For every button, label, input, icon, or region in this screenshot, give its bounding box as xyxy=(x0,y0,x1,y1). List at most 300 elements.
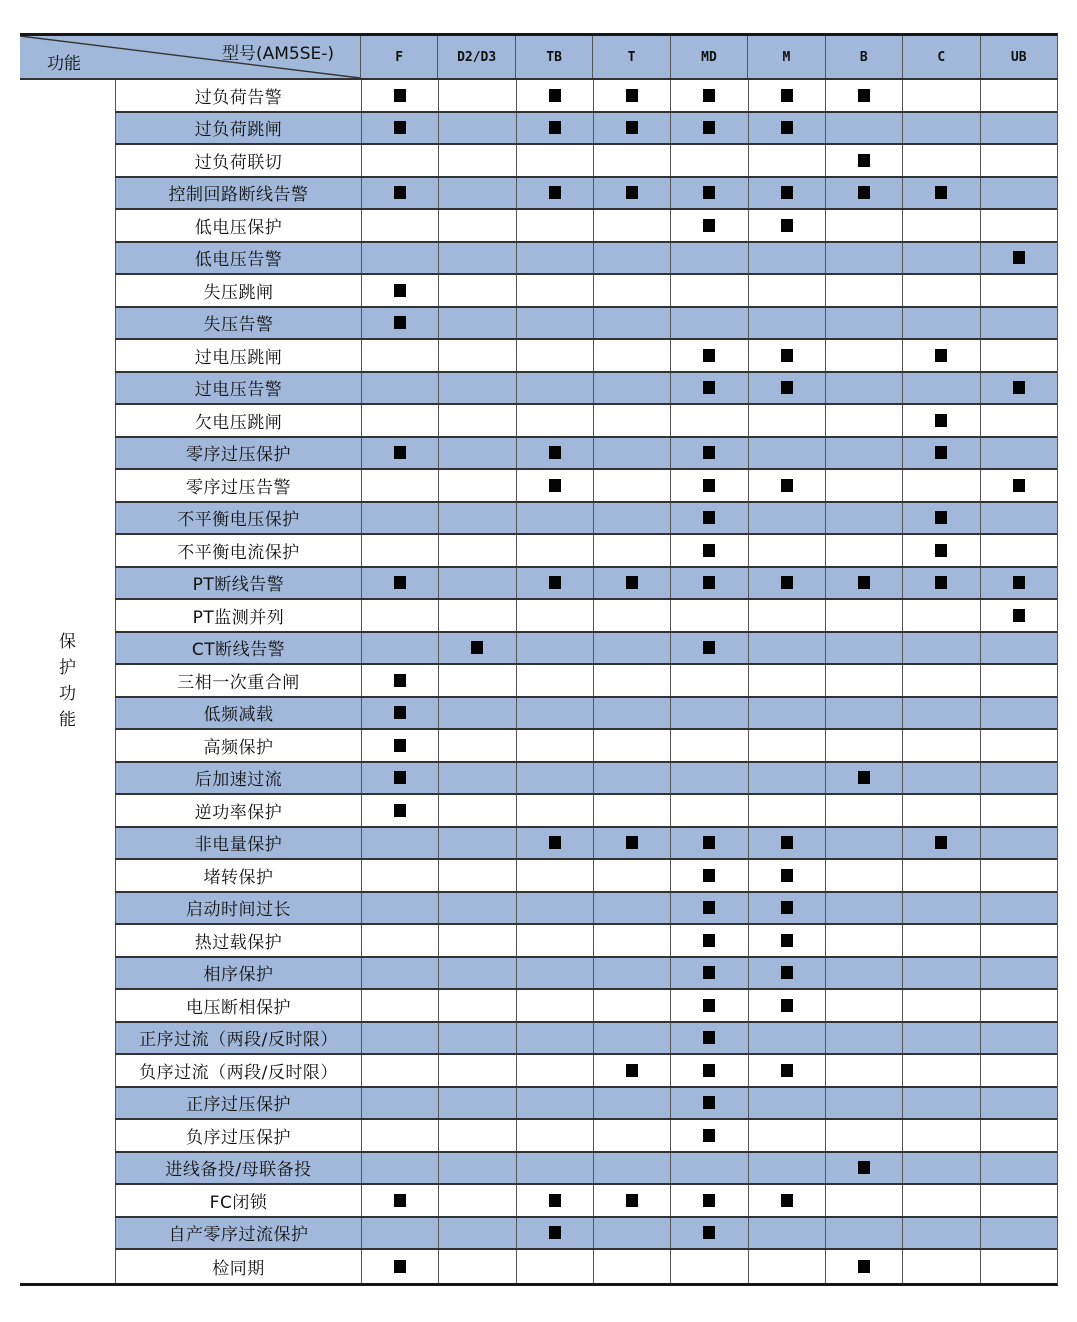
table-row xyxy=(115,633,1057,666)
matrix-cell-md xyxy=(670,145,747,176)
matrix-cell-c xyxy=(902,1120,979,1151)
matrix-cell-ub xyxy=(980,860,1057,891)
supported-mark-icon xyxy=(935,186,947,199)
table-row xyxy=(115,958,1057,991)
supported-mark-icon xyxy=(626,89,638,102)
matrix-cell-ub xyxy=(980,730,1057,761)
matrix-cell-m xyxy=(748,925,825,956)
supported-mark-icon xyxy=(781,901,793,914)
function-label: PT监测并列 xyxy=(115,600,361,631)
matrix-cell-t xyxy=(593,1055,670,1086)
matrix-cell-md xyxy=(670,1023,747,1054)
supported-mark-icon xyxy=(781,934,793,947)
matrix-cell-m xyxy=(748,405,825,436)
matrix-cell-b xyxy=(825,828,902,859)
supported-mark-icon xyxy=(703,641,715,654)
matrix-cell-t xyxy=(593,568,670,599)
matrix-cell-ub xyxy=(980,1055,1057,1086)
matrix-cell-m xyxy=(748,438,825,469)
supported-mark-icon xyxy=(935,511,947,524)
matrix-cell-d2-d3 xyxy=(438,1250,515,1283)
matrix-cell-t xyxy=(593,990,670,1021)
table-row xyxy=(115,243,1057,276)
supported-mark-icon xyxy=(394,739,406,752)
matrix-cell-d2-d3 xyxy=(438,243,515,274)
matrix-cell-f xyxy=(361,503,438,534)
matrix-cell-tb xyxy=(516,308,593,339)
matrix-cell-d2-d3 xyxy=(438,828,515,859)
table-body xyxy=(20,80,1058,1286)
matrix-cell-f xyxy=(361,633,438,664)
row-group-label: 保护功能 xyxy=(59,632,76,731)
supported-mark-icon xyxy=(858,1161,870,1174)
matrix-cell-tb xyxy=(516,1250,593,1283)
matrix-cell-tb xyxy=(516,763,593,794)
matrix-cell-md xyxy=(670,665,747,696)
matrix-cell-md xyxy=(670,1055,747,1086)
matrix-cell-b xyxy=(825,308,902,339)
matrix-cell-tb xyxy=(516,80,593,111)
supported-mark-icon xyxy=(394,446,406,459)
table-row xyxy=(115,893,1057,926)
matrix-cell-d2-d3 xyxy=(438,340,515,371)
matrix-cell-b xyxy=(825,503,902,534)
matrix-cell-b xyxy=(825,1023,902,1054)
supported-mark-icon xyxy=(703,89,715,102)
table-row xyxy=(115,1120,1057,1153)
matrix-cell-tb xyxy=(516,698,593,729)
supported-mark-icon xyxy=(549,89,561,102)
supported-mark-icon xyxy=(935,576,947,589)
matrix-cell-tb xyxy=(516,633,593,664)
supported-mark-icon xyxy=(703,836,715,849)
matrix-cell-m xyxy=(748,210,825,241)
matrix-cell-t xyxy=(593,80,670,111)
supported-mark-icon xyxy=(1013,381,1025,394)
matrix-cell-b xyxy=(825,958,902,989)
matrix-cell-md xyxy=(670,1088,747,1119)
column-header-b: B xyxy=(825,36,902,78)
function-label: 负序过流（两段/反时限） xyxy=(115,1055,361,1086)
supported-mark-icon xyxy=(781,186,793,199)
matrix-cell-d2-d3 xyxy=(438,438,515,469)
matrix-cell-md xyxy=(670,113,747,144)
matrix-cell-md xyxy=(670,470,747,501)
supported-mark-icon xyxy=(394,1194,406,1207)
function-label: FC闭锁 xyxy=(115,1185,361,1216)
matrix-cell-b xyxy=(825,568,902,599)
matrix-cell-ub xyxy=(980,308,1057,339)
matrix-cell-tb xyxy=(516,113,593,144)
matrix-cell-ub xyxy=(980,1088,1057,1119)
column-header-c: C xyxy=(902,36,979,78)
matrix-cell-t xyxy=(593,178,670,209)
matrix-cell-md xyxy=(670,373,747,404)
matrix-cell-md xyxy=(670,80,747,111)
matrix-cell-ub xyxy=(980,958,1057,989)
matrix-cell-m xyxy=(748,1023,825,1054)
supported-mark-icon xyxy=(703,219,715,232)
matrix-cell-m xyxy=(748,828,825,859)
table-row xyxy=(115,698,1057,731)
supported-mark-icon xyxy=(935,349,947,362)
matrix-cell-b xyxy=(825,275,902,306)
matrix-cell-c xyxy=(902,80,979,111)
supported-mark-icon xyxy=(394,186,406,199)
function-label: 欠电压跳闸 xyxy=(115,405,361,436)
supported-mark-icon xyxy=(703,121,715,134)
supported-mark-icon xyxy=(394,284,406,297)
supported-mark-icon xyxy=(781,219,793,232)
function-label: 热过载保护 xyxy=(115,925,361,956)
matrix-cell-c xyxy=(902,503,979,534)
supported-mark-icon xyxy=(394,121,406,134)
table-row xyxy=(115,405,1057,438)
matrix-cell-d2-d3 xyxy=(438,1185,515,1216)
table-row xyxy=(115,1055,1057,1088)
supported-mark-icon xyxy=(394,674,406,687)
matrix-cell-tb xyxy=(516,990,593,1021)
function-label: 失压跳闸 xyxy=(115,275,361,306)
supported-mark-icon xyxy=(935,414,947,427)
matrix-cell-ub xyxy=(980,1185,1057,1216)
table-row xyxy=(115,1153,1057,1186)
matrix-cell-f xyxy=(361,665,438,696)
function-label: 逆功率保护 xyxy=(115,795,361,826)
matrix-cell-f xyxy=(361,275,438,306)
matrix-cell-c xyxy=(902,113,979,144)
supported-mark-icon xyxy=(703,349,715,362)
matrix-cell-t xyxy=(593,503,670,534)
matrix-cell-t xyxy=(593,275,670,306)
matrix-cell-b xyxy=(825,1218,902,1249)
matrix-cell-f xyxy=(361,438,438,469)
matrix-cell-tb xyxy=(516,145,593,176)
matrix-cell-f xyxy=(361,990,438,1021)
matrix-cell-m xyxy=(748,568,825,599)
supported-mark-icon xyxy=(549,576,561,589)
supported-mark-icon xyxy=(935,446,947,459)
supported-mark-icon xyxy=(781,381,793,394)
matrix-cell-m xyxy=(748,730,825,761)
matrix-cell-b xyxy=(825,145,902,176)
matrix-cell-tb xyxy=(516,893,593,924)
header-corner-cell xyxy=(20,36,360,78)
supported-mark-icon xyxy=(549,1194,561,1207)
matrix-cell-f xyxy=(361,1120,438,1151)
supported-mark-icon xyxy=(394,316,406,329)
matrix-cell-m xyxy=(748,275,825,306)
function-label: 控制回路断线告警 xyxy=(115,178,361,209)
matrix-cell-m xyxy=(748,763,825,794)
matrix-cell-d2-d3 xyxy=(438,373,515,404)
matrix-cell-c xyxy=(902,860,979,891)
matrix-cell-c xyxy=(902,1185,979,1216)
function-label: 相序保护 xyxy=(115,958,361,989)
table-row xyxy=(115,438,1057,471)
matrix-cell-b xyxy=(825,113,902,144)
supported-mark-icon xyxy=(703,999,715,1012)
matrix-cell-d2-d3 xyxy=(438,405,515,436)
matrix-cell-md xyxy=(670,405,747,436)
matrix-cell-ub xyxy=(980,145,1057,176)
supported-mark-icon xyxy=(394,771,406,784)
matrix-cell-md xyxy=(670,340,747,371)
supported-mark-icon xyxy=(781,1064,793,1077)
matrix-cell-tb xyxy=(516,373,593,404)
table-row xyxy=(115,145,1057,178)
supported-mark-icon xyxy=(781,869,793,882)
function-label: 过电压跳闸 xyxy=(115,340,361,371)
matrix-cell-tb xyxy=(516,470,593,501)
function-label: 非电量保护 xyxy=(115,828,361,859)
matrix-cell-tb xyxy=(516,210,593,241)
matrix-cell-b xyxy=(825,763,902,794)
matrix-cell-ub xyxy=(980,893,1057,924)
column-header-f: F xyxy=(360,36,437,78)
matrix-cell-md xyxy=(670,1218,747,1249)
matrix-cell-d2-d3 xyxy=(438,600,515,631)
matrix-cell-ub xyxy=(980,113,1057,144)
supported-mark-icon xyxy=(394,804,406,817)
matrix-cell-m xyxy=(748,665,825,696)
matrix-cell-b xyxy=(825,860,902,891)
matrix-cell-c xyxy=(902,1088,979,1119)
supported-mark-icon xyxy=(781,999,793,1012)
matrix-cell-f xyxy=(361,860,438,891)
matrix-cell-ub xyxy=(980,210,1057,241)
matrix-cell-b xyxy=(825,243,902,274)
matrix-cell-t xyxy=(593,113,670,144)
matrix-cell-f xyxy=(361,308,438,339)
matrix-cell-f xyxy=(361,1023,438,1054)
function-label: 高频保护 xyxy=(115,730,361,761)
matrix-cell-tb xyxy=(516,340,593,371)
supported-mark-icon xyxy=(626,1194,638,1207)
supported-mark-icon xyxy=(626,121,638,134)
supported-mark-icon xyxy=(549,479,561,492)
matrix-cell-t xyxy=(593,1250,670,1283)
function-label: PT断线告警 xyxy=(115,568,361,599)
matrix-cell-t xyxy=(593,730,670,761)
matrix-cell-f xyxy=(361,795,438,826)
matrix-cell-f xyxy=(361,145,438,176)
supported-mark-icon xyxy=(394,89,406,102)
table-row xyxy=(115,503,1057,536)
supported-mark-icon xyxy=(549,1226,561,1239)
supported-mark-icon xyxy=(935,544,947,557)
matrix-cell-tb xyxy=(516,1088,593,1119)
matrix-cell-d2-d3 xyxy=(438,1055,515,1086)
matrix-cell-t xyxy=(593,210,670,241)
matrix-cell-f xyxy=(361,698,438,729)
matrix-cell-ub xyxy=(980,1023,1057,1054)
matrix-cell-d2-d3 xyxy=(438,1218,515,1249)
supported-mark-icon xyxy=(626,1064,638,1077)
matrix-cell-f xyxy=(361,243,438,274)
function-label: 过电压告警 xyxy=(115,373,361,404)
matrix-cell-f xyxy=(361,1153,438,1184)
function-label: 后加速过流 xyxy=(115,763,361,794)
matrix-cell-d2-d3 xyxy=(438,795,515,826)
matrix-cell-m xyxy=(748,1185,825,1216)
matrix-cell-tb xyxy=(516,438,593,469)
matrix-cell-c xyxy=(902,243,979,274)
matrix-cell-c xyxy=(902,958,979,989)
feature-model-matrix-table xyxy=(20,33,1058,1286)
matrix-cell-c xyxy=(902,1153,979,1184)
matrix-cell-ub xyxy=(980,470,1057,501)
table-row xyxy=(115,795,1057,828)
matrix-cell-tb xyxy=(516,243,593,274)
matrix-cell-ub xyxy=(980,600,1057,631)
matrix-cell-c xyxy=(902,340,979,371)
function-label: 三相一次重合闸 xyxy=(115,665,361,696)
matrix-cell-ub xyxy=(980,405,1057,436)
supported-mark-icon xyxy=(935,836,947,849)
matrix-cell-f xyxy=(361,210,438,241)
matrix-cell-tb xyxy=(516,535,593,566)
matrix-cell-ub xyxy=(980,990,1057,1021)
matrix-cell-m xyxy=(748,958,825,989)
matrix-cell-m xyxy=(748,503,825,534)
matrix-cell-b xyxy=(825,178,902,209)
matrix-cell-c xyxy=(902,470,979,501)
matrix-cell-b xyxy=(825,405,902,436)
matrix-cell-ub xyxy=(980,535,1057,566)
matrix-cell-t xyxy=(593,795,670,826)
function-label: 自产零序过流保护 xyxy=(115,1218,361,1249)
matrix-cell-f xyxy=(361,373,438,404)
matrix-cell-t xyxy=(593,665,670,696)
matrix-cell-c xyxy=(902,600,979,631)
matrix-cell-md xyxy=(670,730,747,761)
matrix-cell-md xyxy=(670,925,747,956)
supported-mark-icon xyxy=(703,479,715,492)
matrix-cell-d2-d3 xyxy=(438,990,515,1021)
matrix-cell-md xyxy=(670,958,747,989)
supported-mark-icon xyxy=(781,89,793,102)
column-header-d2-d3: D2/D3 xyxy=(437,36,514,78)
matrix-cell-md xyxy=(670,990,747,1021)
matrix-cell-f xyxy=(361,113,438,144)
matrix-cell-t xyxy=(593,340,670,371)
matrix-cell-d2-d3 xyxy=(438,665,515,696)
matrix-cell-f xyxy=(361,893,438,924)
function-label: 启动时间过长 xyxy=(115,893,361,924)
matrix-cell-d2-d3 xyxy=(438,893,515,924)
supported-mark-icon xyxy=(781,1194,793,1207)
supported-mark-icon xyxy=(781,576,793,589)
matrix-cell-c xyxy=(902,1218,979,1249)
matrix-cell-tb xyxy=(516,405,593,436)
matrix-cell-d2-d3 xyxy=(438,633,515,664)
supported-mark-icon xyxy=(703,576,715,589)
matrix-cell-tb xyxy=(516,1185,593,1216)
table-row xyxy=(115,308,1057,341)
supported-mark-icon xyxy=(1013,251,1025,264)
supported-mark-icon xyxy=(549,186,561,199)
matrix-cell-md xyxy=(670,763,747,794)
table-row xyxy=(115,763,1057,796)
matrix-cell-f xyxy=(361,80,438,111)
matrix-cell-f xyxy=(361,763,438,794)
matrix-cell-c xyxy=(902,795,979,826)
supported-mark-icon xyxy=(1013,609,1025,622)
supported-mark-icon xyxy=(781,966,793,979)
matrix-cell-t xyxy=(593,438,670,469)
table-row xyxy=(115,210,1057,243)
supported-mark-icon xyxy=(858,771,870,784)
matrix-cell-f xyxy=(361,925,438,956)
supported-mark-icon xyxy=(1013,576,1025,589)
matrix-cell-c xyxy=(902,535,979,566)
matrix-cell-ub xyxy=(980,633,1057,664)
matrix-cell-t xyxy=(593,633,670,664)
matrix-cell-t xyxy=(593,405,670,436)
function-label: 低电压保护 xyxy=(115,210,361,241)
matrix-cell-md xyxy=(670,178,747,209)
matrix-cell-t xyxy=(593,243,670,274)
matrix-cell-m xyxy=(748,1088,825,1119)
matrix-cell-ub xyxy=(980,340,1057,371)
matrix-cell-md xyxy=(670,438,747,469)
matrix-cell-ub xyxy=(980,1120,1057,1151)
table-row xyxy=(115,665,1057,698)
matrix-cell-d2-d3 xyxy=(438,1088,515,1119)
matrix-cell-f xyxy=(361,340,438,371)
matrix-cell-c xyxy=(902,925,979,956)
matrix-cell-d2-d3 xyxy=(438,470,515,501)
matrix-cell-md xyxy=(670,275,747,306)
supported-mark-icon xyxy=(394,576,406,589)
matrix-cell-c xyxy=(902,698,979,729)
matrix-cell-md xyxy=(670,828,747,859)
matrix-cell-d2-d3 xyxy=(438,860,515,891)
matrix-cell-m xyxy=(748,470,825,501)
matrix-cell-t xyxy=(593,860,670,891)
supported-mark-icon xyxy=(703,544,715,557)
matrix-cell-d2-d3 xyxy=(438,113,515,144)
supported-mark-icon xyxy=(394,706,406,719)
matrix-cell-md xyxy=(670,600,747,631)
supported-mark-icon xyxy=(703,1064,715,1077)
matrix-cell-d2-d3 xyxy=(438,730,515,761)
column-header-tb: TB xyxy=(515,36,592,78)
matrix-cell-b xyxy=(825,600,902,631)
supported-mark-icon xyxy=(703,966,715,979)
matrix-cell-ub xyxy=(980,503,1057,534)
function-label: 失压告警 xyxy=(115,308,361,339)
matrix-cell-tb xyxy=(516,1218,593,1249)
matrix-cell-t xyxy=(593,763,670,794)
matrix-cell-md xyxy=(670,1120,747,1151)
matrix-cell-m xyxy=(748,633,825,664)
function-label: 正序过流（两段/反时限） xyxy=(115,1023,361,1054)
matrix-cell-tb xyxy=(516,1055,593,1086)
matrix-cell-ub xyxy=(980,665,1057,696)
function-label: 低电压告警 xyxy=(115,243,361,274)
matrix-cell-d2-d3 xyxy=(438,568,515,599)
table-row xyxy=(115,828,1057,861)
row-group-cell xyxy=(20,80,115,1283)
supported-mark-icon xyxy=(858,1260,870,1273)
matrix-cell-md xyxy=(670,860,747,891)
matrix-cell-b xyxy=(825,535,902,566)
matrix-cell-b xyxy=(825,698,902,729)
matrix-cell-m xyxy=(748,80,825,111)
matrix-cell-f xyxy=(361,470,438,501)
